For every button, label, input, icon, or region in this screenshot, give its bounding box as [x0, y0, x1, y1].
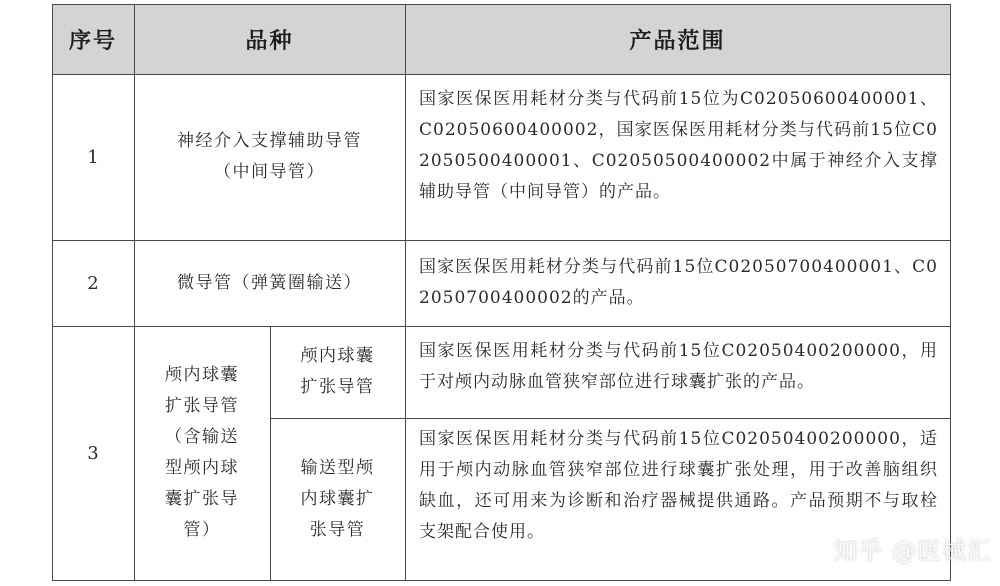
row3-subitem2-name: 输送型颅 内球囊扩 张导管 [300, 457, 375, 540]
table-border-bottom [52, 580, 950, 581]
row2-scope: 国家医保医用耗材分类与代码前15位C02050700400001、C02050700400002的产品。 [419, 257, 938, 308]
row3-variety: 颅内球囊 扩张导管 （含输送 型颅内球 囊扩张导 管） [165, 365, 239, 540]
header-scope: 产品范围 [629, 28, 726, 54]
row1-variety: 神经介入支撑辅助导管 （中间导管） [177, 131, 362, 182]
row3-subitem1-scope: 国家医保医用耗材分类与代码前15位C02050400200000，用于对颅内动脉血管狭窄部位进行球囊扩张的产品。 [419, 341, 938, 392]
row2-index: 2 [87, 272, 99, 294]
row3-subitem2-scope: 国家医保医用耗材分类与代码前15位C02050400200000，适用于颅内动脉血管狭窄部位进行球囊扩张处理，用于改善脑组织缺血，还可用来为诊断和治疗器械提供通路。产品预期不与取栓支架配合使用。 [419, 429, 938, 542]
row3-index: 3 [87, 442, 99, 464]
header-index: 序号 [68, 28, 117, 54]
watermark: 知乎 @医械汇 [833, 537, 992, 565]
header-variety: 品种 [245, 28, 294, 54]
row2-variety: 微导管（弹簧圈输送） [177, 272, 362, 293]
table-border-right [950, 4, 951, 581]
row3-subitem1-name: 颅内球囊 扩张导管 [300, 346, 375, 397]
row1-scope: 国家医保医用耗材分类与代码前15位为C02050600400001、C02050600400002，国家医保医用耗材分类与代码前15位C02050500400001、C02050500400002中属于神经介入支撑辅助导管（中间导管）的产品。 [419, 89, 938, 202]
row1-index: 1 [87, 146, 99, 168]
